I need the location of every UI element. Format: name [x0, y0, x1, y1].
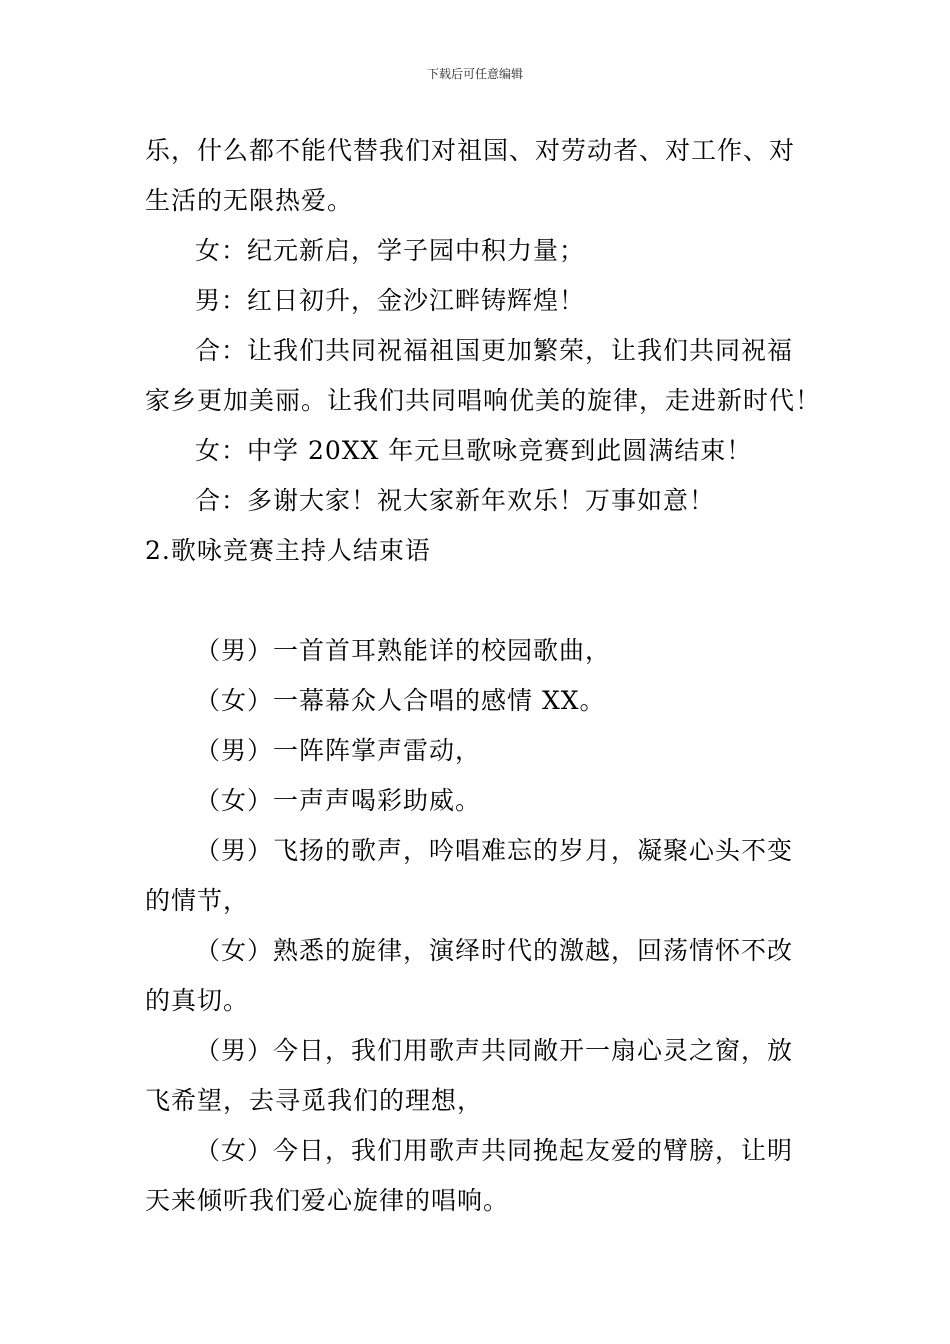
- dialogue-line-male: （男）一首首耳熟能详的校园歌曲，: [195, 636, 612, 665]
- dialogue-line-together: 合：让我们共同祝福祖国更加繁荣，让我们共同祝福: [195, 336, 794, 365]
- paragraph-line: 家乡更加美丽。让我们共同唱响优美的旋律，走进新时代！: [145, 386, 822, 415]
- dialogue-line-male: 男：红日初升，金沙江畔铸辉煌！: [195, 286, 586, 315]
- paragraph-line: 天来倾听我们爱心旋律的唱响。: [145, 1186, 510, 1215]
- dialogue-line-female: 女：中学 20XX 年元旦歌咏竞赛到此圆满结束！: [195, 436, 753, 465]
- blank-spacer: [145, 576, 815, 626]
- dialogue-line-male: （男）飞扬的歌声，吟唱难忘的岁月，凝聚心头不变: [195, 836, 794, 865]
- dialogue-line-male: （男）一阵阵掌声雷动，: [195, 736, 482, 765]
- paragraph-line: 的情节，: [145, 886, 250, 915]
- section-title: 2.歌咏竞赛主持人结束语: [145, 536, 431, 565]
- dialogue-line-female: （女）一声声喝彩助威。: [195, 786, 482, 815]
- dialogue-line-male: （男）今日，我们用歌声共同敞开一扇心灵之窗，放: [195, 1036, 794, 1065]
- paragraph-line: 飞希望，去寻觅我们的理想，: [145, 1086, 484, 1115]
- document-body: [145, 126, 822, 1226]
- page-header-note: 下载后可任意编辑: [426, 67, 523, 81]
- paragraph-line: 的真切。: [145, 986, 250, 1015]
- dialogue-line-female: （女）熟悉的旋律，演绎时代的激越，回荡情怀不改: [195, 936, 794, 965]
- dialogue-line-female: 女：纪元新启，学子园中积力量；: [195, 236, 586, 265]
- paragraph-line: 生活的无限热爱。: [145, 186, 354, 215]
- paragraph-line: 乐，什么都不能代替我们对祖国、对劳动者、对工作、对: [145, 136, 796, 165]
- dialogue-line-female: （女）一幕幕众人合唱的感情 XX。: [195, 686, 606, 715]
- dialogue-line-female: （女）今日，我们用歌声共同挽起友爱的臂膀，让明: [195, 1136, 794, 1165]
- dialogue-line-together: 合：多谢大家！祝大家新年欢乐！万事如意！: [195, 486, 716, 515]
